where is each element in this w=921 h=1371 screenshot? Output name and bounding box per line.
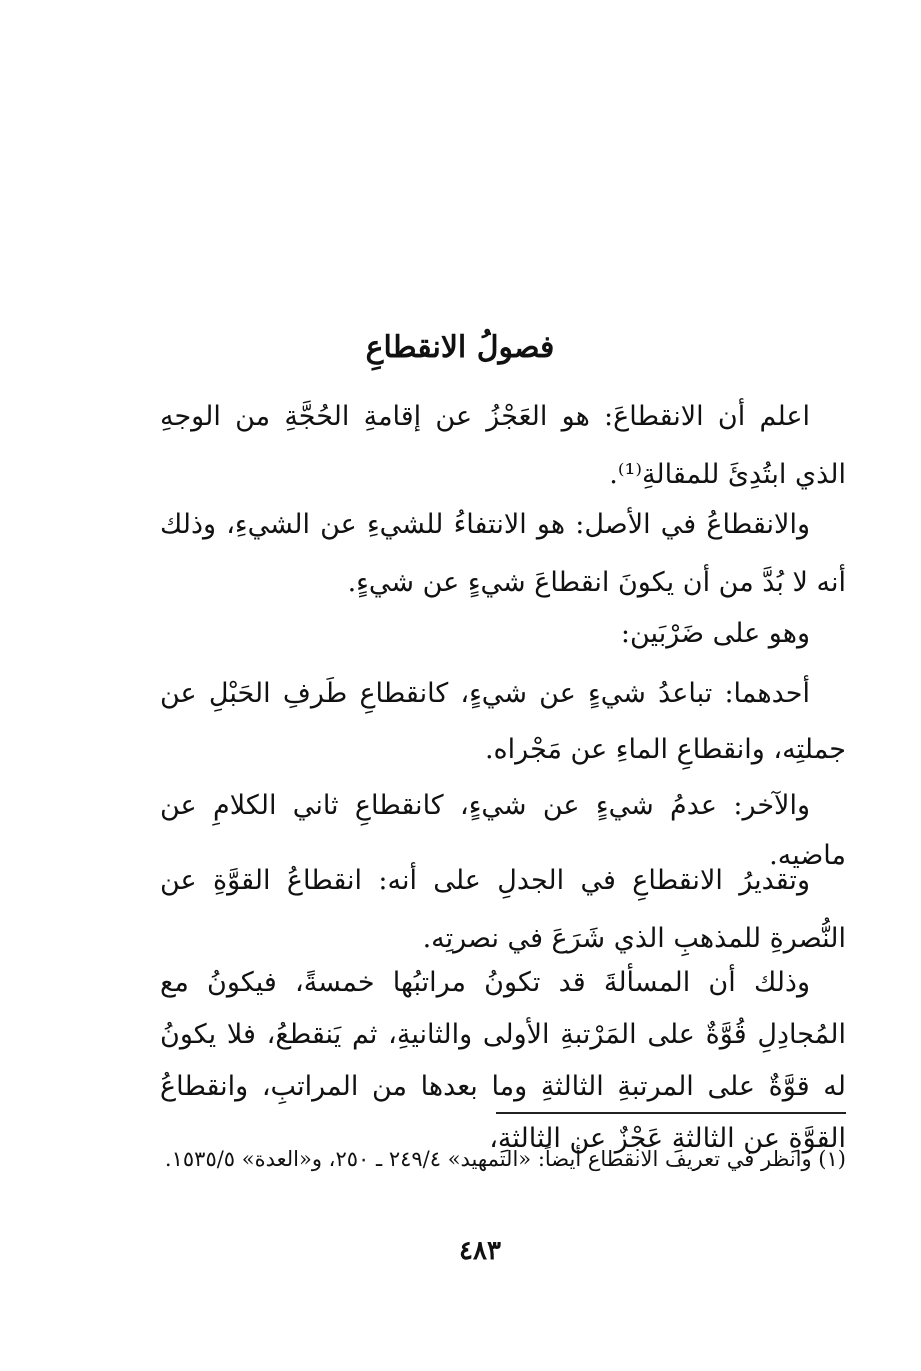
paragraph-definition: اعلم أن الانقطاعَ: هو العَجْزُ عن إقامةِ الحُجَّةِ من الوجهِ الذي ابتُدِئَ للمقالةِ⁽¹⁾. xyxy=(160,401,846,490)
paragraph-ranks: وذلك أن المسألةَ قد تكونُ مراتبُها خمسةً، فيكونُ مع المُجادِلِ قُوَّةٌ على المَرْتبةِ الأولى والثانيةِ، ثم يَنقطعُ، فلا يكونُ له قوَّةٌ على المرتبةِ الثالثةِ وما بعدها من المراتبِ، وانقطاعُ القوَّةِ عن الثالثةِ عَجْزٌ عن الثالثةِ، xyxy=(160,967,846,1154)
paragraph-types-intro: وهو على ضَرْبَين: xyxy=(620,618,810,649)
page-number: ٤٨٣ xyxy=(459,1236,501,1266)
section-title: فصولُ الانقطاعِ xyxy=(365,330,555,365)
paragraph-type-one: أحدهما: تباعدُ شيءٍ عن شيءٍ، كانقطاعِ طَرفِ الحَبْلِ عن جملتِه، وانقطاعِ الماءِ عن مَجْراه. xyxy=(160,678,846,765)
paragraph-origin: والانقطاعُ في الأصل: هو الانتفاءُ للشيءِ عن الشيءِ، وذلك أنه لا بُدَّ من أن يكونَ انقطاعَ شيءٍ عن شيءٍ. xyxy=(160,509,846,598)
footnote: (١) وانظر في تعريف الانقطاع أيضاً: «التمهيد» ٢٤٩/٤ ـ ٢٥٠، و«العدة» ١٥٣٥/٥. xyxy=(164,1147,846,1171)
paragraph-debate-definition: وتقديرُ الانقطاعِ في الجدلِ على أنه: انقطاعُ القوَّةِ عن النُّصرةِ للمذهبِ الذي شَرَعَ في نصرتِه. xyxy=(160,865,846,954)
paragraph-type-two: والآخر: عدمُ شيءٍ عن شيءٍ، كانقطاعِ ثاني الكلامِ عن ماضيه. xyxy=(160,790,846,871)
footnote-divider xyxy=(496,1112,846,1114)
